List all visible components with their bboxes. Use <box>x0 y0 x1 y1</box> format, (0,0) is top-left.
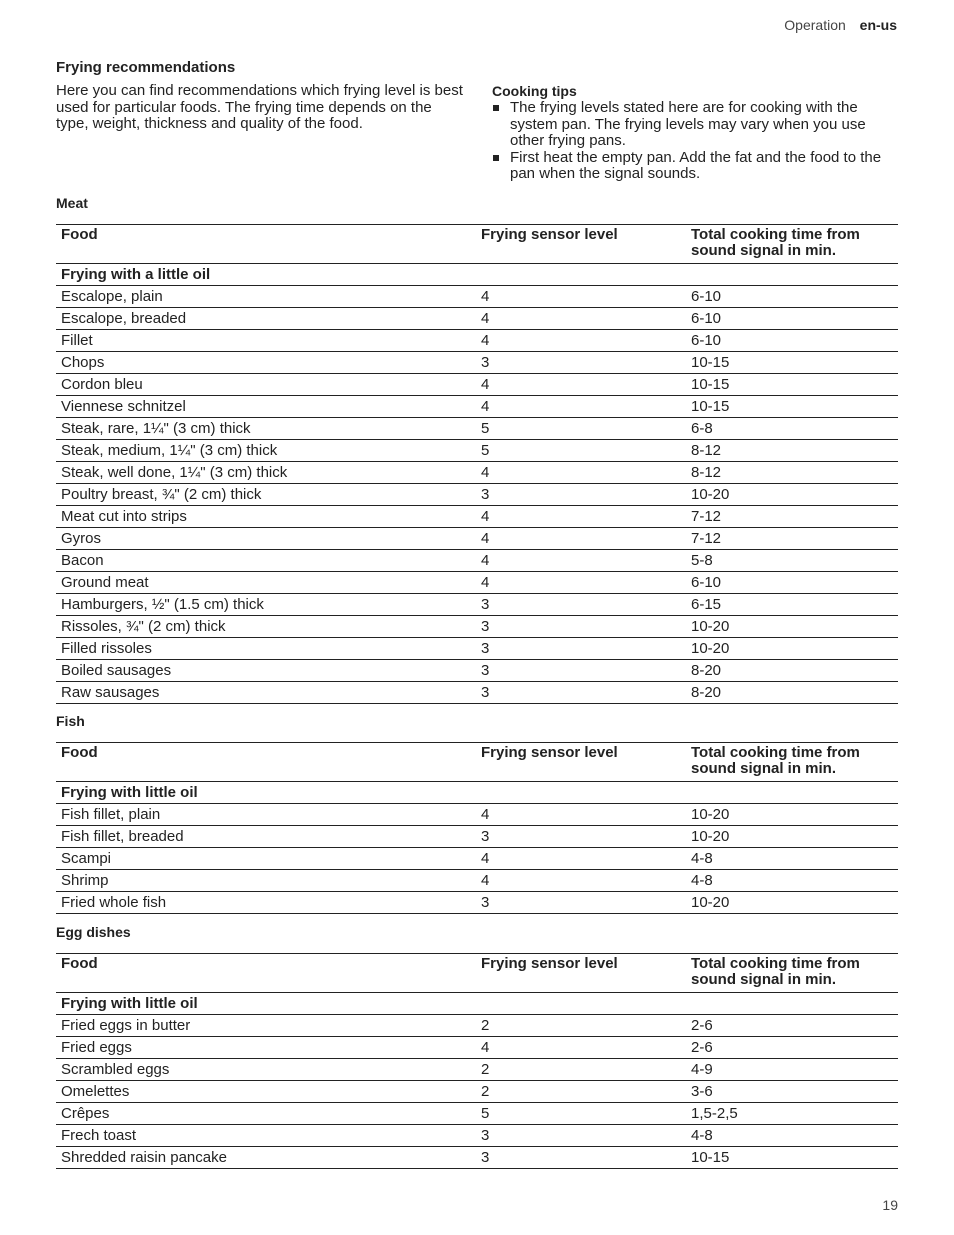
food-cell: Omelettes <box>56 1081 476 1103</box>
table-header-row <box>56 743 898 782</box>
level-cell: 4 <box>476 1037 686 1059</box>
table-header-row <box>56 225 898 264</box>
bullet-icon <box>493 155 499 161</box>
food-cell: Escalope, plain <box>56 286 476 308</box>
time-cell: 7-12 <box>686 506 898 528</box>
food-cell: Steak, medium, 1¼" (3 cm) thick <box>56 440 476 462</box>
food-cell: Fish fillet, plain <box>56 804 476 826</box>
cooking-tips <box>492 83 902 183</box>
level-cell: 4 <box>476 330 686 352</box>
table-subheading-row <box>56 993 898 1015</box>
time-cell: 6-10 <box>686 330 898 352</box>
column-header-time: Total cooking time from sound signal in min. <box>686 954 898 993</box>
column-header-time: Total cooking time from sound signal in min. <box>686 743 898 782</box>
level-cell: 4 <box>476 506 686 528</box>
food-cell: Hamburgers, ½" (1.5 cm) thick <box>56 594 476 616</box>
food-cell: Crêpes <box>56 1103 476 1125</box>
food-cell: Steak, rare, 1¼" (3 cm) thick <box>56 418 476 440</box>
food-cell: Ground meat <box>56 572 476 594</box>
food-cell: Fried whole fish <box>56 892 476 914</box>
header-language: en-us <box>859 17 897 33</box>
food-cell: Meat cut into strips <box>56 506 476 528</box>
time-cell: 10-15 <box>686 374 898 396</box>
time-cell: 4-8 <box>686 870 898 892</box>
time-cell: 6-15 <box>686 594 898 616</box>
food-cell: Fish fillet, breaded <box>56 826 476 848</box>
time-cell: 10-20 <box>686 826 898 848</box>
level-cell: 4 <box>476 462 686 484</box>
time-cell: 6-10 <box>686 286 898 308</box>
food-cell: Scampi <box>56 848 476 870</box>
column-header-level: Frying sensor level <box>476 954 686 993</box>
column-header-level: Frying sensor level <box>476 225 686 264</box>
food-cell: Poultry breast, ¾" (2 cm) thick <box>56 484 476 506</box>
level-cell: 2 <box>476 1081 686 1103</box>
column-header-level: Frying sensor level <box>476 743 686 782</box>
food-cell: Fried eggs in butter <box>56 1015 476 1037</box>
table-row <box>56 550 898 572</box>
page-number: 19 <box>882 1197 898 1213</box>
level-cell: 4 <box>476 528 686 550</box>
level-cell: 5 <box>476 418 686 440</box>
food-cell: Filled rissoles <box>56 638 476 660</box>
level-cell: 5 <box>476 440 686 462</box>
level-cell: 4 <box>476 286 686 308</box>
cooking-tip: First heat the empty pan. Add the fat and the food to the pan when the signal sounds. <box>492 150 902 183</box>
time-cell: 4-8 <box>686 848 898 870</box>
table-row <box>56 374 898 396</box>
food-cell: Shredded raisin pancake <box>56 1147 476 1169</box>
section-label-meat: Meat <box>56 195 88 211</box>
level-cell: 3 <box>476 682 686 704</box>
food-cell: Cordon bleu <box>56 374 476 396</box>
level-cell: 3 <box>476 352 686 374</box>
table-row <box>56 1125 898 1147</box>
table-row <box>56 572 898 594</box>
table-row <box>56 308 898 330</box>
time-cell: 10-20 <box>686 638 898 660</box>
time-cell: 10-20 <box>686 484 898 506</box>
level-cell: 4 <box>476 550 686 572</box>
time-cell: 10-15 <box>686 352 898 374</box>
time-cell: 10-15 <box>686 1147 898 1169</box>
level-cell: 3 <box>476 1147 686 1169</box>
level-cell: 3 <box>476 660 686 682</box>
table-subheading: Frying with little oil <box>56 782 898 804</box>
table-row <box>56 870 898 892</box>
intro-paragraph: Here you can find recommendations which frying level is best used for particular foods. The frying time depends on the type, weight, thickness and quality of the food. <box>56 82 463 132</box>
time-cell: 10-20 <box>686 892 898 914</box>
time-cell: 8-12 <box>686 462 898 484</box>
food-cell: Raw sausages <box>56 682 476 704</box>
table-row <box>56 616 898 638</box>
level-cell: 3 <box>476 484 686 506</box>
table-row <box>56 892 898 914</box>
column-header-food: Food <box>56 743 476 782</box>
level-cell: 4 <box>476 396 686 418</box>
fish-table <box>56 742 898 914</box>
table-row <box>56 506 898 528</box>
bullet-icon <box>493 105 499 111</box>
level-cell: 4 <box>476 848 686 870</box>
table-row <box>56 440 898 462</box>
food-cell: Steak, well done, 1¼" (3 cm) thick <box>56 462 476 484</box>
time-cell: 8-20 <box>686 660 898 682</box>
table-row <box>56 804 898 826</box>
time-cell: 4-8 <box>686 1125 898 1147</box>
table-row <box>56 330 898 352</box>
time-cell: 5-8 <box>686 550 898 572</box>
level-cell: 3 <box>476 594 686 616</box>
level-cell: 4 <box>476 374 686 396</box>
cooking-tips-title: Cooking tips <box>492 83 577 99</box>
food-cell: Chops <box>56 352 476 374</box>
food-cell: Escalope, breaded <box>56 308 476 330</box>
time-cell: 2-6 <box>686 1015 898 1037</box>
cooking-tips-list <box>492 100 902 183</box>
page-title: Frying recommendations <box>56 59 236 76</box>
time-cell: 4-9 <box>686 1059 898 1081</box>
table-row <box>56 682 898 704</box>
time-cell: 8-12 <box>686 440 898 462</box>
level-cell: 4 <box>476 870 686 892</box>
table-row <box>56 1015 898 1037</box>
table-row <box>56 418 898 440</box>
level-cell: 5 <box>476 1103 686 1125</box>
page-header <box>784 17 897 33</box>
level-cell: 2 <box>476 1015 686 1037</box>
time-cell: 1,5-2,5 <box>686 1103 898 1125</box>
egg-dishes-table <box>56 953 898 1169</box>
table-row <box>56 1147 898 1169</box>
food-cell: Viennese schnitzel <box>56 396 476 418</box>
table-row <box>56 848 898 870</box>
level-cell: 3 <box>476 892 686 914</box>
food-cell: Rissoles, ¾" (2 cm) thick <box>56 616 476 638</box>
food-cell: Bacon <box>56 550 476 572</box>
table-row <box>56 638 898 660</box>
table-row <box>56 1081 898 1103</box>
level-cell: 3 <box>476 638 686 660</box>
time-cell: 6-8 <box>686 418 898 440</box>
table-row <box>56 484 898 506</box>
section-label-fish: Fish <box>56 713 85 729</box>
time-cell: 6-10 <box>686 572 898 594</box>
header-section: Operation <box>784 17 846 33</box>
table-row <box>56 528 898 550</box>
table-subheading: Frying with little oil <box>56 993 898 1015</box>
column-header-food: Food <box>56 954 476 993</box>
table-row <box>56 286 898 308</box>
level-cell: 3 <box>476 826 686 848</box>
meat-table <box>56 224 898 704</box>
time-cell: 10-15 <box>686 396 898 418</box>
food-cell: Shrimp <box>56 870 476 892</box>
table-row <box>56 594 898 616</box>
table-row <box>56 352 898 374</box>
table-row <box>56 660 898 682</box>
time-cell: 10-20 <box>686 804 898 826</box>
level-cell: 4 <box>476 308 686 330</box>
column-header-time: Total cooking time from sound signal in min. <box>686 225 898 264</box>
time-cell: 3-6 <box>686 1081 898 1103</box>
table-subheading-row <box>56 264 898 286</box>
column-header-food: Food <box>56 225 476 264</box>
table-row <box>56 1103 898 1125</box>
table-row <box>56 1059 898 1081</box>
table-row <box>56 1037 898 1059</box>
level-cell: 4 <box>476 572 686 594</box>
level-cell: 3 <box>476 1125 686 1147</box>
level-cell: 3 <box>476 616 686 638</box>
food-cell: Scrambled eggs <box>56 1059 476 1081</box>
table-subheading: Frying with a little oil <box>56 264 898 286</box>
cooking-tip: The frying levels stated here are for cooking with the system pan. The frying levels may vary when you use other frying pans. <box>492 100 902 150</box>
food-cell: Fillet <box>56 330 476 352</box>
table-row <box>56 396 898 418</box>
table-row <box>56 462 898 484</box>
time-cell: 7-12 <box>686 528 898 550</box>
table-row <box>56 826 898 848</box>
food-cell: Boiled sausages <box>56 660 476 682</box>
table-header-row <box>56 954 898 993</box>
level-cell: 2 <box>476 1059 686 1081</box>
food-cell: Gyros <box>56 528 476 550</box>
level-cell: 4 <box>476 804 686 826</box>
time-cell: 8-20 <box>686 682 898 704</box>
table-subheading-row <box>56 782 898 804</box>
food-cell: Fried eggs <box>56 1037 476 1059</box>
time-cell: 2-6 <box>686 1037 898 1059</box>
time-cell: 6-10 <box>686 308 898 330</box>
section-label-egg-dishes: Egg dishes <box>56 924 131 940</box>
time-cell: 10-20 <box>686 616 898 638</box>
food-cell: Frech toast <box>56 1125 476 1147</box>
